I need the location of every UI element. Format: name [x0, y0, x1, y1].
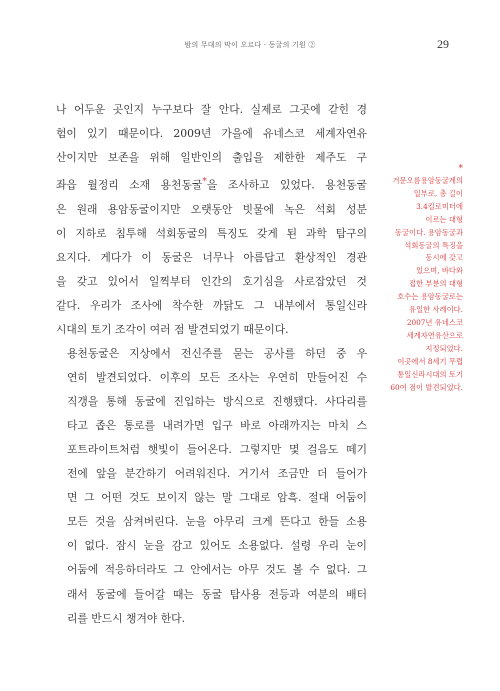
text-line: 타고 좁은 통로를 내려가면 입구 바로 아래까지는 마치 스 — [67, 419, 367, 433]
sidenote-line: 일부로, 총 길이 — [413, 188, 463, 198]
sidenote-line: 호수는 용암동굴로는 — [397, 292, 463, 302]
text-line: 이 지하로 침투해 석회동굴의 특징도 갖게 된 과학 탐구의 — [56, 226, 367, 240]
text-line: 이 없다. 잠시 눈을 감고 있어도 소용없다. 설령 우리 눈이 — [67, 539, 367, 553]
text-line: 험이 있기 때문이다. 2009년 가을에 유네스코 세계자연유 — [56, 127, 367, 141]
sidenote-line: 지정되었다. — [425, 343, 463, 353]
sidenote-line: 동굴이다. 용암동굴과 — [394, 227, 463, 237]
text-line: 전에 앞을 분간하기 어려워진다. 거기서 조금만 더 들어가 — [67, 467, 367, 481]
text-line: 을 갖고 있어서 일찍부터 인간의 호기심을 사로잡았던 것 — [56, 274, 367, 288]
page-number: 29 — [437, 37, 449, 51]
text-line: 시대의 토기 조각이 여러 점 발견되었기 때문이다. — [56, 323, 289, 337]
sidenote-line: 거문오름용암동굴계의 — [392, 176, 463, 185]
text-line: 리를 반드시 챙겨야 한다. — [67, 611, 186, 625]
text-line: 산이지만 보존을 위해 일반인의 출입을 제한한 제주도 구 — [56, 151, 367, 165]
sidenote-line: 동시에 갖고 — [425, 253, 463, 263]
text-line: 직갱을 통해 동굴에 진입하는 방식으로 진행됐다. 사다리를 — [67, 395, 367, 409]
paragraph-1 — [56, 98, 367, 342]
text-line: 요지다. 게다가 이 동굴은 너무나 아름답고 환상적인 경관 — [56, 250, 367, 264]
paragraph-2 — [56, 342, 367, 631]
sidenote-line: 2007년 유네스코 — [406, 317, 463, 327]
text-segment: 을 조사하고 있었다. 용천동굴 — [206, 178, 367, 192]
text-line: 래서 동굴에 들어갈 때는 동굴 탐사용 전등과 여분의 배터 — [67, 587, 367, 601]
text-line: 모든 것을 삼켜버린다. 눈을 아무리 크게 뜬다고 한들 소용 — [67, 515, 367, 529]
text-line: 은 원래 용암동굴이지만 오랫동안 빗물에 녹은 석회 성분 — [56, 202, 367, 216]
text-line: 같다. 우리가 조사에 착수한 까닭도 그 내부에서 통일신라 — [56, 298, 367, 312]
text-line: 연히 발견되었다. 이후의 모든 조사는 우연히 만들어진 수 — [67, 371, 367, 385]
sidenote-line: 유일한 사례이다. — [409, 305, 463, 315]
text-segment: 좌읍 월정리 소재 용천동굴 — [56, 178, 203, 192]
sidenote-line: 통일신라시대의 토기 — [397, 369, 463, 379]
sidenote-line: 이곳에서 8세기 무렵 — [397, 356, 463, 366]
sidenote-line: 3.4킬로미터에 — [416, 201, 463, 211]
body-text — [56, 98, 367, 631]
footnote-marker: * — [202, 177, 207, 188]
sidenote-line: 이르는 대형 — [425, 214, 463, 224]
sidenote-marker: * — [458, 164, 463, 174]
sidenote — [378, 165, 463, 394]
running-header: 밤의 무대의 막이 오르다 · 동굴의 기원 ② — [184, 41, 316, 49]
text-line: 포트라이트처럼 햇빛이 들어온다. 그렇지만 몇 걸음도 떼기 — [67, 443, 367, 457]
sidenote-line: 있으며, 바다와 — [416, 266, 463, 276]
text-line: 어둠에 적응하더라도 그 안에서는 아무 것도 볼 수 없다. 그 — [67, 563, 367, 577]
sidenote-line: 60여 점이 발견되었다. — [390, 382, 463, 392]
sidenote-line: 접한 부분의 대형 — [409, 279, 463, 289]
sidenote-line: 석회동굴의 특징을 — [404, 240, 463, 250]
sidenote-line: 세계자연유산으로 — [406, 330, 463, 340]
text-line: 나 어두운 곳인지 누구보다 잘 안다. 실제로 그곳에 갇힌 경 — [56, 103, 367, 116]
text-line: 용천동굴은 지상에서 전신주를 묻는 공사를 하던 중 우 — [67, 347, 367, 361]
text-line: 면 그 어떤 것도 보이지 않는 말 그대로 암흑. 절대 어둠이 — [67, 491, 367, 505]
text-line-with-note — [56, 170, 367, 198]
